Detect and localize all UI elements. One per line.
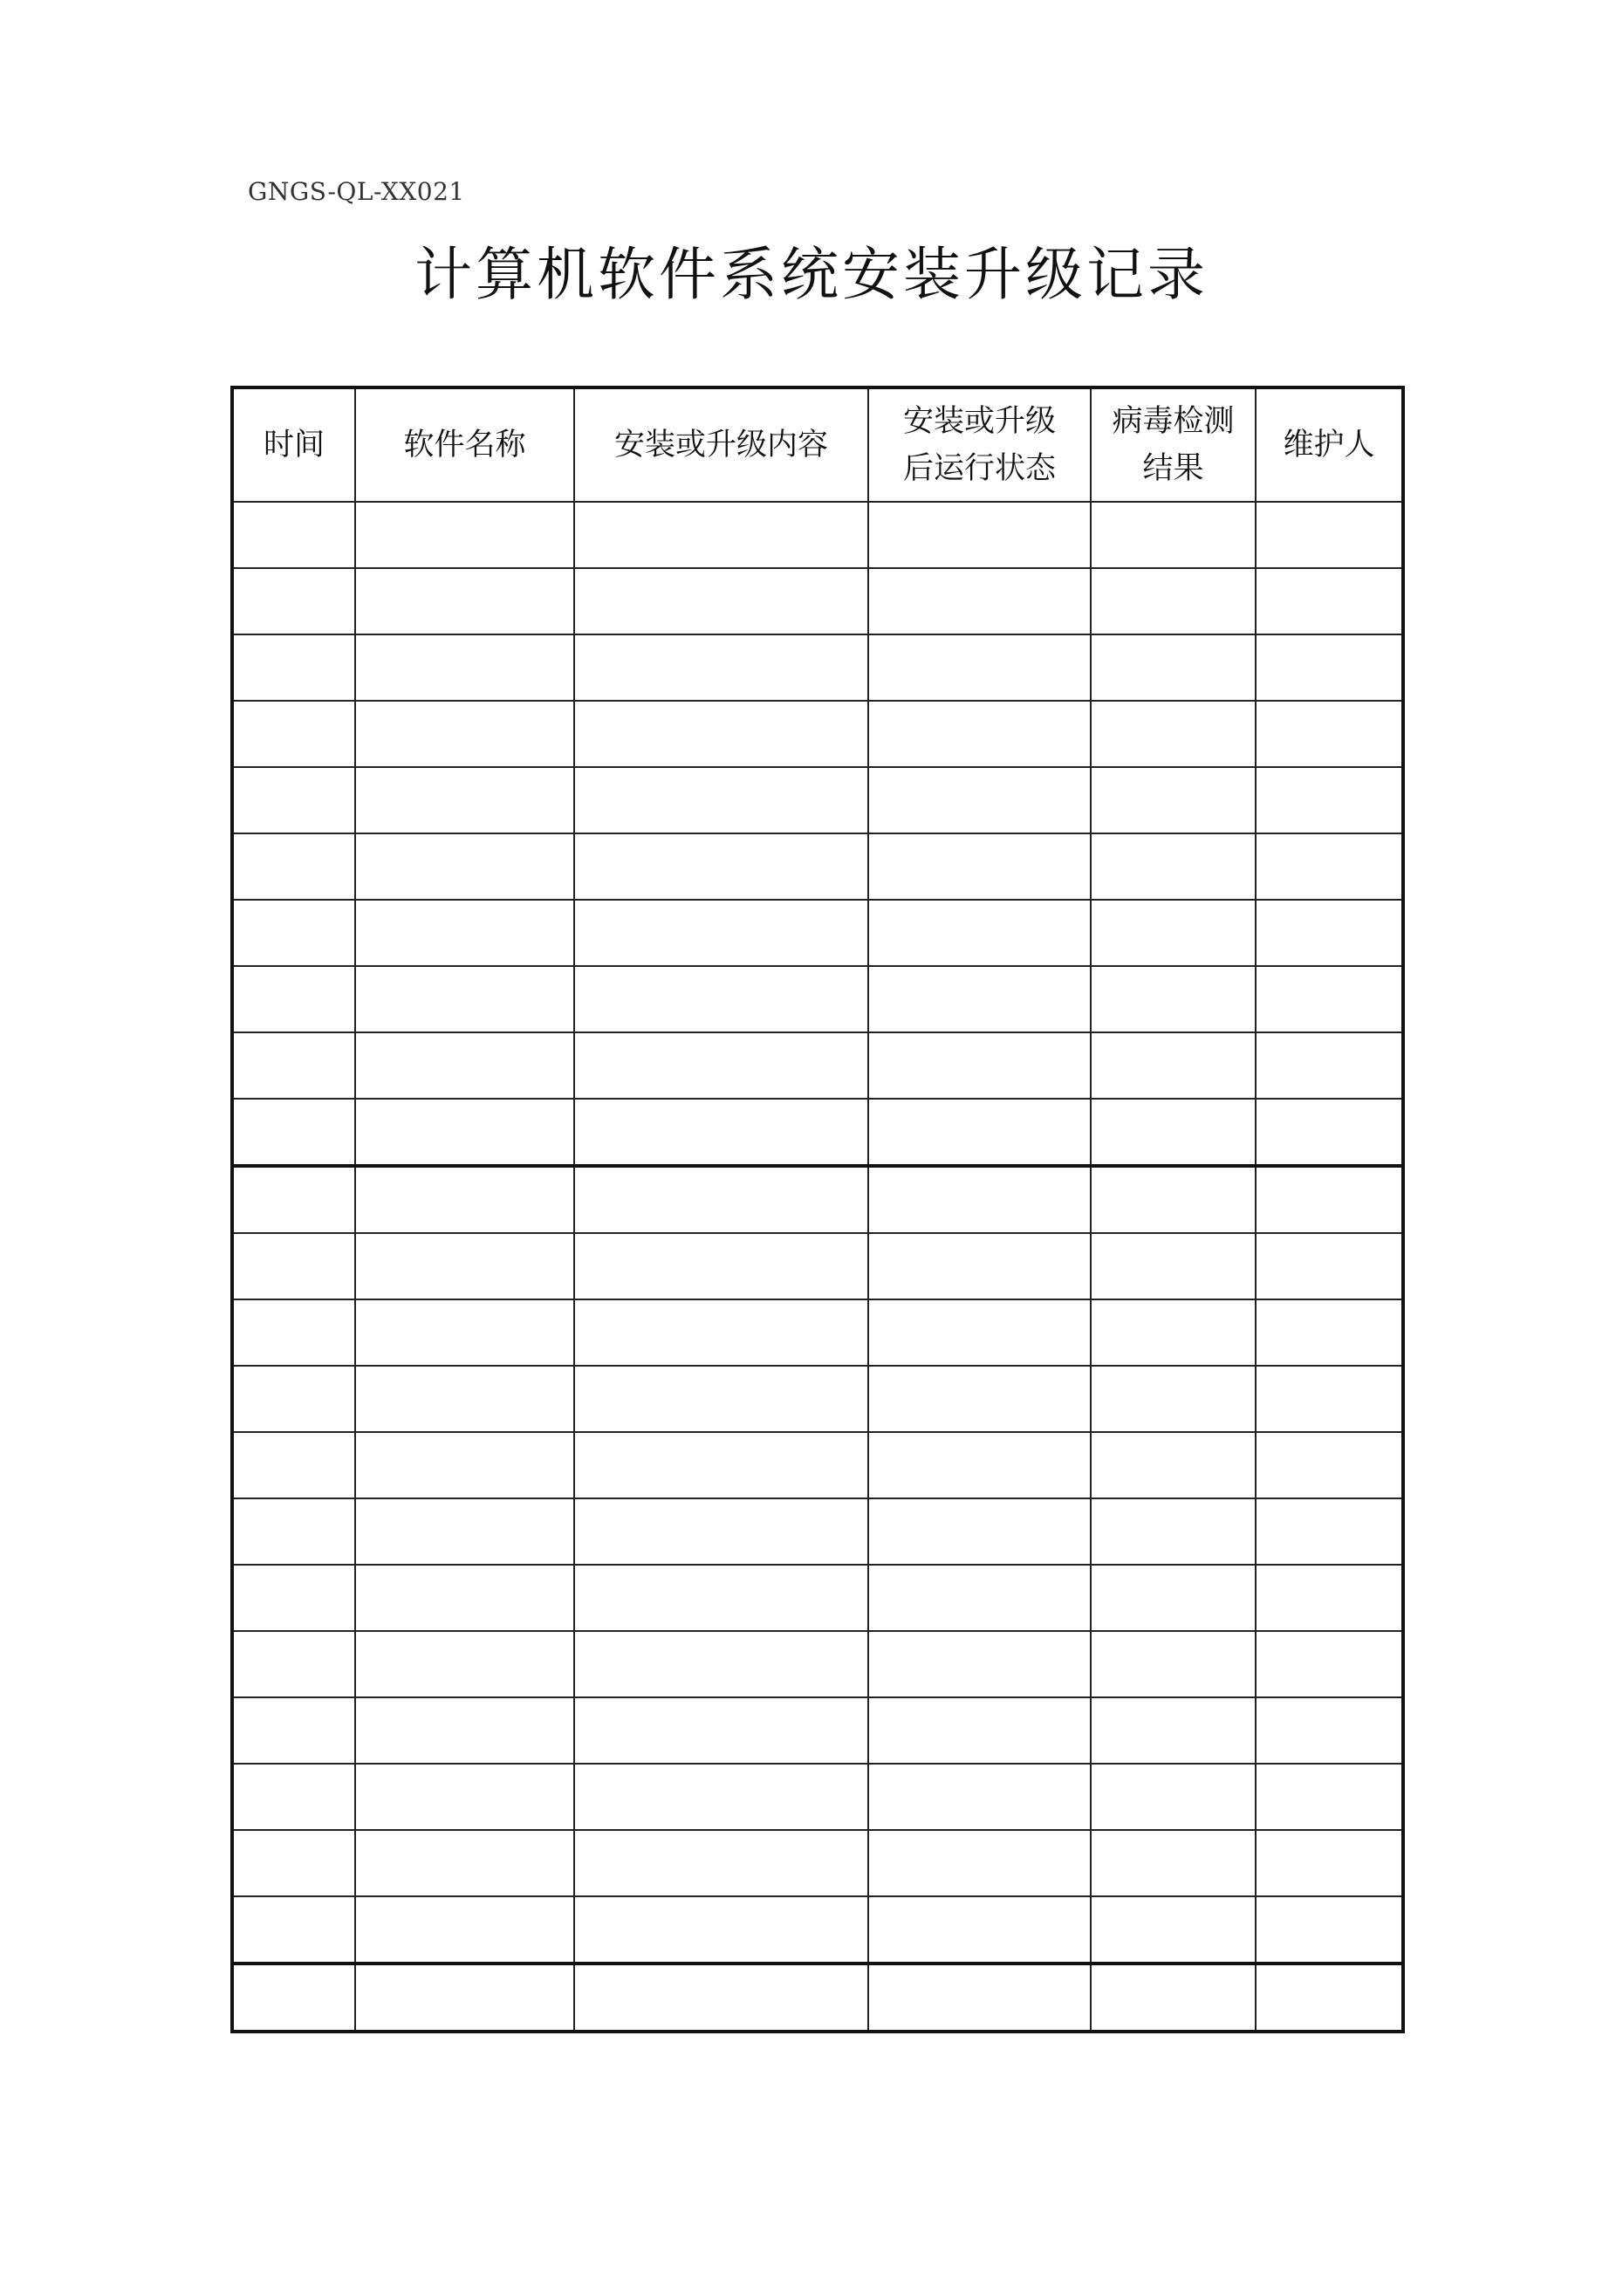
table-cell[interactable] (1091, 1299, 1256, 1366)
table-cell[interactable] (574, 1764, 868, 1830)
table-cell[interactable] (1256, 1366, 1403, 1432)
table-row (232, 1233, 1403, 1299)
table-cell[interactable] (574, 1964, 868, 2032)
table-cell[interactable] (232, 502, 355, 568)
table-cell[interactable] (868, 701, 1091, 767)
table-cell[interactable] (355, 1233, 574, 1299)
document-title: 计算机软件系统安装升级记录 (414, 241, 1209, 308)
column-header-time: 时间 (232, 387, 355, 502)
table-cell[interactable] (355, 1697, 574, 1764)
table-cell[interactable] (574, 1498, 868, 1565)
table-row (232, 833, 1403, 900)
table-cell[interactable] (232, 1631, 355, 1697)
table-cell[interactable] (574, 1233, 868, 1299)
table-cell[interactable] (1256, 1565, 1403, 1631)
table-cell[interactable] (355, 1032, 574, 1099)
table-cell[interactable] (574, 1299, 868, 1366)
table-cell[interactable] (574, 701, 868, 767)
table-cell[interactable] (232, 1565, 355, 1631)
table-cell[interactable] (868, 1697, 1091, 1764)
table-row (232, 767, 1403, 833)
table-row (232, 1565, 1403, 1631)
table-row (232, 1964, 1403, 2032)
table-cell[interactable] (1091, 1565, 1256, 1631)
column-header-post-install-status: 安装或升级 后运行状态 (868, 387, 1091, 502)
table-cell[interactable] (1091, 1830, 1256, 1896)
table-cell[interactable] (232, 1233, 355, 1299)
table-cell[interactable] (1091, 1697, 1256, 1764)
table-cell[interactable] (355, 1764, 574, 1830)
table-cell[interactable] (1091, 568, 1256, 634)
table-cell[interactable] (232, 1498, 355, 1565)
table-cell[interactable] (232, 1697, 355, 1764)
table-cell[interactable] (868, 1896, 1091, 1964)
table-cell[interactable] (574, 568, 868, 634)
table-cell[interactable] (355, 1366, 574, 1432)
table-cell[interactable] (355, 1432, 574, 1498)
table-cell[interactable] (355, 1299, 574, 1366)
table-cell[interactable] (232, 833, 355, 900)
table-row (232, 1498, 1403, 1565)
table-cell[interactable] (1256, 966, 1403, 1032)
install-upgrade-record-table (230, 386, 1405, 2033)
table-row (232, 1631, 1403, 1697)
table-cell[interactable] (574, 1432, 868, 1498)
table-cell[interactable] (355, 1166, 574, 1233)
table-cell[interactable] (868, 1099, 1091, 1166)
table-cell[interactable] (1256, 1432, 1403, 1498)
table-cell[interactable] (868, 833, 1091, 900)
table-cell[interactable] (574, 1631, 868, 1697)
table-cell[interactable] (355, 502, 574, 568)
table-cell[interactable] (355, 966, 574, 1032)
table-cell[interactable] (232, 701, 355, 767)
table-cell[interactable] (1091, 701, 1256, 767)
table-cell[interactable] (1091, 1166, 1256, 1233)
table-cell[interactable] (355, 1631, 574, 1697)
table-cell[interactable] (1091, 966, 1256, 1032)
table-cell[interactable] (1256, 1099, 1403, 1166)
table-row (232, 1166, 1403, 1233)
table-cell[interactable] (232, 1896, 355, 1964)
table-cell[interactable] (232, 1432, 355, 1498)
table-row (232, 568, 1403, 634)
table-cell[interactable] (1256, 701, 1403, 767)
table-cell[interactable] (868, 966, 1091, 1032)
table-cell[interactable] (868, 1764, 1091, 1830)
table-cell[interactable] (1256, 1896, 1403, 1964)
table-cell[interactable] (1091, 1099, 1256, 1166)
table-row (232, 634, 1403, 701)
table-row (232, 1032, 1403, 1099)
table-cell[interactable] (232, 1166, 355, 1233)
table-cell[interactable] (574, 1896, 868, 1964)
table-cell[interactable] (232, 568, 355, 634)
table-cell[interactable] (1256, 1233, 1403, 1299)
table-cell[interactable] (1091, 1233, 1256, 1299)
column-header-virus-scan-result: 病毒检测 结果 (1091, 387, 1256, 502)
table-cell[interactable] (232, 1830, 355, 1896)
table-cell[interactable] (1256, 1631, 1403, 1697)
table-row (232, 701, 1403, 767)
table-row (232, 966, 1403, 1032)
table-cell[interactable] (232, 634, 355, 701)
table-cell[interactable] (1256, 1764, 1403, 1830)
table-cell[interactable] (1091, 1366, 1256, 1432)
table-cell[interactable] (574, 1565, 868, 1631)
table-cell[interactable] (1091, 833, 1256, 900)
table-cell[interactable] (868, 1565, 1091, 1631)
table-cell[interactable] (355, 701, 574, 767)
table-cell[interactable] (868, 1631, 1091, 1697)
table-cell[interactable] (1091, 1498, 1256, 1565)
table-cell[interactable] (1256, 833, 1403, 900)
table-row (232, 1830, 1403, 1896)
table-cell[interactable] (868, 502, 1091, 568)
table-cell[interactable] (1256, 767, 1403, 833)
document-code: GNGS-QL-XX021 (248, 177, 465, 206)
table-cell[interactable] (232, 1299, 355, 1366)
table-row (232, 1299, 1403, 1366)
column-header-maintainer: 维护人 (1256, 387, 1403, 502)
table-cell[interactable] (868, 634, 1091, 701)
table-cell[interactable] (355, 900, 574, 966)
table-row (232, 1366, 1403, 1432)
table-cell[interactable] (574, 767, 868, 833)
table-row (232, 1099, 1403, 1166)
table-cell[interactable] (868, 1964, 1091, 2032)
table-cell[interactable] (1091, 634, 1256, 701)
table-cell[interactable] (868, 767, 1091, 833)
table-cell[interactable] (1091, 1764, 1256, 1830)
table-cell[interactable] (868, 1233, 1091, 1299)
table-cell[interactable] (232, 1964, 355, 2032)
table-cell[interactable] (355, 1896, 574, 1964)
table-cell[interactable] (574, 1366, 868, 1432)
column-header-install-upgrade-content: 安装或升级内容 (574, 387, 868, 502)
table-cell[interactable] (232, 1764, 355, 1830)
table-cell[interactable] (574, 1166, 868, 1233)
table-cell[interactable] (574, 966, 868, 1032)
table-cell[interactable] (355, 1565, 574, 1631)
column-header-software-name: 软件名称 (355, 387, 574, 502)
table-header-row (232, 387, 1403, 502)
table-cell[interactable] (574, 900, 868, 966)
table-cell[interactable] (574, 634, 868, 701)
table-cell[interactable] (232, 1099, 355, 1166)
table-row (232, 502, 1403, 568)
table-cell[interactable] (1256, 1032, 1403, 1099)
table-cell[interactable] (1091, 1032, 1256, 1099)
table-cell[interactable] (574, 1099, 868, 1166)
table-cell[interactable] (1091, 767, 1256, 833)
table-cell[interactable] (574, 833, 868, 900)
table-row (232, 1697, 1403, 1764)
table-cell[interactable] (1091, 502, 1256, 568)
table-cell[interactable] (574, 1830, 868, 1896)
table-cell[interactable] (868, 1166, 1091, 1233)
table-cell[interactable] (1091, 1964, 1256, 2032)
table-cell[interactable] (355, 568, 574, 634)
table-cell[interactable] (232, 1366, 355, 1432)
table-cell[interactable] (574, 1032, 868, 1099)
table-cell[interactable] (1256, 1964, 1403, 2032)
table-body (232, 502, 1403, 2032)
table-cell[interactable] (1091, 1432, 1256, 1498)
table-cell[interactable] (355, 1964, 574, 2032)
table-cell[interactable] (868, 900, 1091, 966)
table-cell[interactable] (574, 502, 868, 568)
table-cell[interactable] (232, 900, 355, 966)
table-cell[interactable] (355, 1830, 574, 1896)
table-cell[interactable] (1256, 1697, 1403, 1764)
table-cell[interactable] (1256, 1830, 1403, 1896)
table-cell[interactable] (868, 1498, 1091, 1565)
table-cell[interactable] (1256, 1299, 1403, 1366)
table-cell[interactable] (1256, 502, 1403, 568)
table-cell[interactable] (868, 1299, 1091, 1366)
table-cell[interactable] (868, 1830, 1091, 1896)
table-cell[interactable] (232, 1032, 355, 1099)
table-cell[interactable] (355, 833, 574, 900)
table-row (232, 1896, 1403, 1964)
table-cell[interactable] (355, 634, 574, 701)
table-row (232, 1764, 1403, 1830)
table-cell[interactable] (355, 767, 574, 833)
table-cell[interactable] (1091, 1631, 1256, 1697)
table-cell[interactable] (574, 1697, 868, 1764)
table-cell[interactable] (868, 1032, 1091, 1099)
table-cell[interactable] (868, 1432, 1091, 1498)
table-cell[interactable] (1256, 1498, 1403, 1565)
table-cell[interactable] (355, 1498, 574, 1565)
table-row (232, 900, 1403, 966)
table-cell[interactable] (1091, 1896, 1256, 1964)
table-cell[interactable] (1256, 900, 1403, 966)
table-row (232, 1432, 1403, 1498)
table-cell[interactable] (868, 568, 1091, 634)
table-cell[interactable] (232, 767, 355, 833)
table-cell[interactable] (1091, 900, 1256, 966)
table-cell[interactable] (232, 966, 355, 1032)
table-cell[interactable] (1256, 1166, 1403, 1233)
table-cell[interactable] (355, 1099, 574, 1166)
table-cell[interactable] (868, 1366, 1091, 1432)
table-cell[interactable] (1256, 634, 1403, 701)
table-cell[interactable] (1256, 568, 1403, 634)
